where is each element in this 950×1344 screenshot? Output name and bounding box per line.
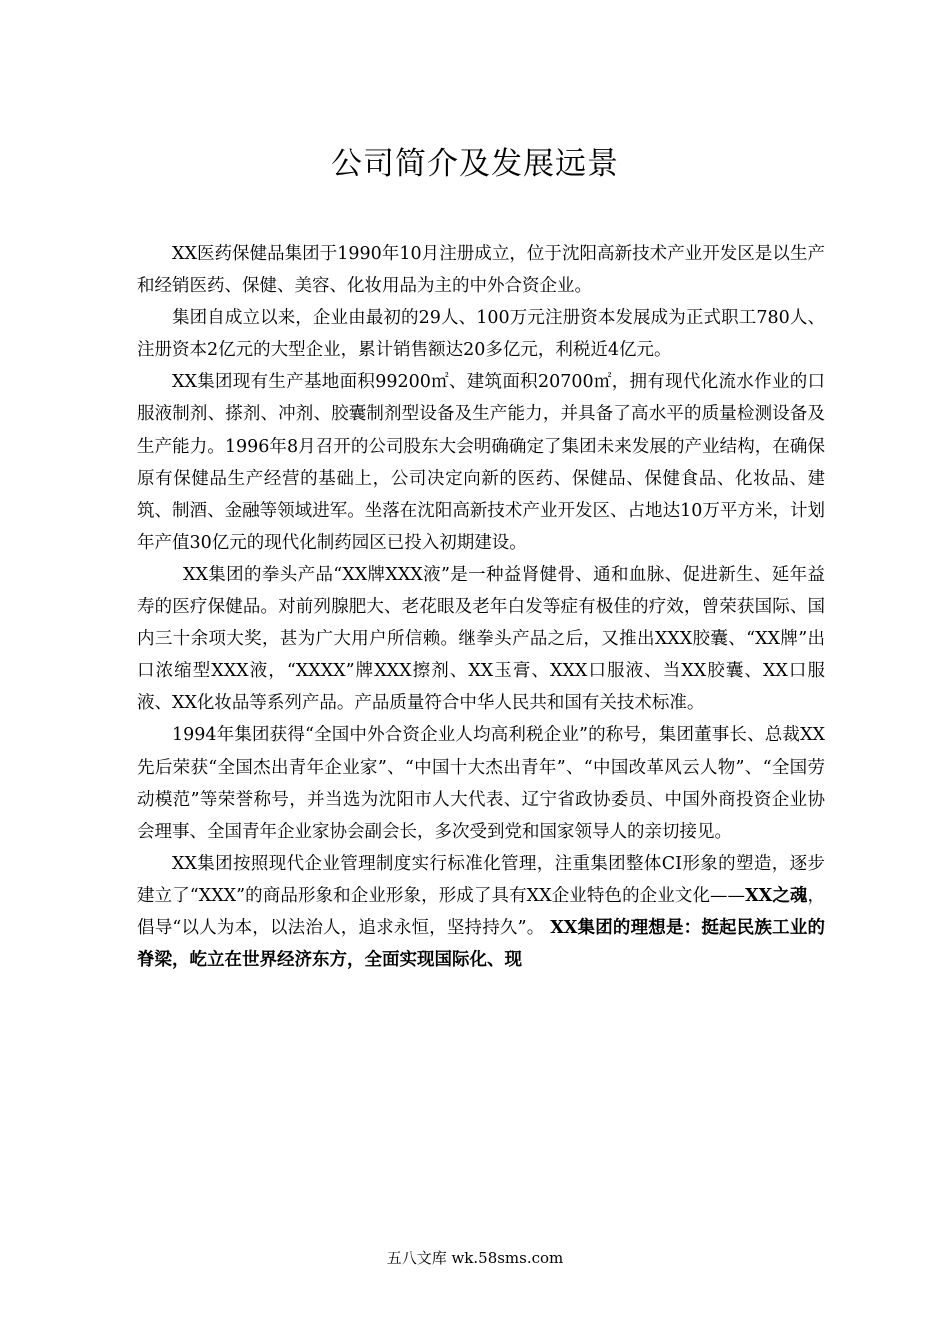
paragraph-honors: 1994年集团获得“全国中外合资企业人均高利税企业”的称号，集团董事长、总裁XX先后荣获“全国杰出青年企业家”、“中国十大杰出青年”、“中国改革风云人物”、“全国劳动模范”等荣誉称号，并当选为沈阳市人大代表、辽宁省政协委员、中国外商投资企业协会理事、全国青年企业家协会副会长，多次受到党和国家领导人的亲切接见。 (137, 725, 825, 842)
culture-bold-soul: XX之魂 (745, 885, 808, 906)
culture-text-2: ，倡导“以人为本，以法治人，追求永恒，坚持持久”。 (137, 885, 826, 938)
paragraph-founding: XX医药保健品集团于1990年10月注册成立，位于沈阳高新技术产业开发区是以生产和经销医药、保健、美容、化妆用品为主的中外合资企业。 (137, 244, 825, 297)
document-body (137, 238, 825, 976)
culture-text-1: XX集团按照现代企业管理制度实行标准化管理，注重集团整体CI形象的塑造，逐步建立了“XXX”的商品形象和企业形象，形成了具有XX企业特色的企业文化—— (137, 853, 825, 906)
page-footer: 五八文库 wk.58sms.com (386, 1249, 564, 1267)
paragraph-growth: 集团自成立以来，企业由最初的29人、100万元注册资本发展成为正式职工780人、注册资本2亿元的大型企业，累计销售额达20多亿元，利税近4亿元。 (137, 308, 825, 361)
paragraph-facilities: XX集团现有生产基地面积99200㎡、建筑面积20700㎡，拥有现代化流水作业的口服液制剂、搽剂、冲剂、胶囊制剂型设备及生产能力，并具备了高水平的质量检测设备及生产能力。1996年8月召开的公司股东大会明确确定了集团未来发展的产业结构，在确保原有保健品生产经营的基础上，公司决定向新的医药、保健品、保健食品、化妆品、建筑、制酒、金融等领域进军。坐落在沈阳高新技术产业开发区、占地达10万平方米，计划年产值30亿元的现代化制药园区已投入初期建设。 (137, 372, 825, 553)
culture-bold-ideal: XX集团的理想是：挺起民族工业的脊梁，屹立在世界经济东方，全面实现国际化、现 (137, 917, 825, 971)
paragraph-products: XX集团的拳头产品“XX牌XXX液”是一种益肾健骨、通和血脉、促进新生、延年益寿的医疗保健品。对前列腺肥大、老花眼及老年白发等症有极佳的疗效，曾荣获国际、国内三十余项大奖，甚为广大用户所信赖。继拳头产品之后，又推出XXX胶囊、“XX牌”出口浓缩型XXX液，“XXXX”牌XXX擦剂、XX玉膏、XXX口服液、当XX胶囊、XX口服液、XX化妆品等系列产品。产品质量符合中华人民共和国有关技术标准。 (137, 564, 825, 714)
document-title: 公司简介及发展远景 (331, 146, 619, 182)
paragraph-culture (137, 848, 825, 976)
